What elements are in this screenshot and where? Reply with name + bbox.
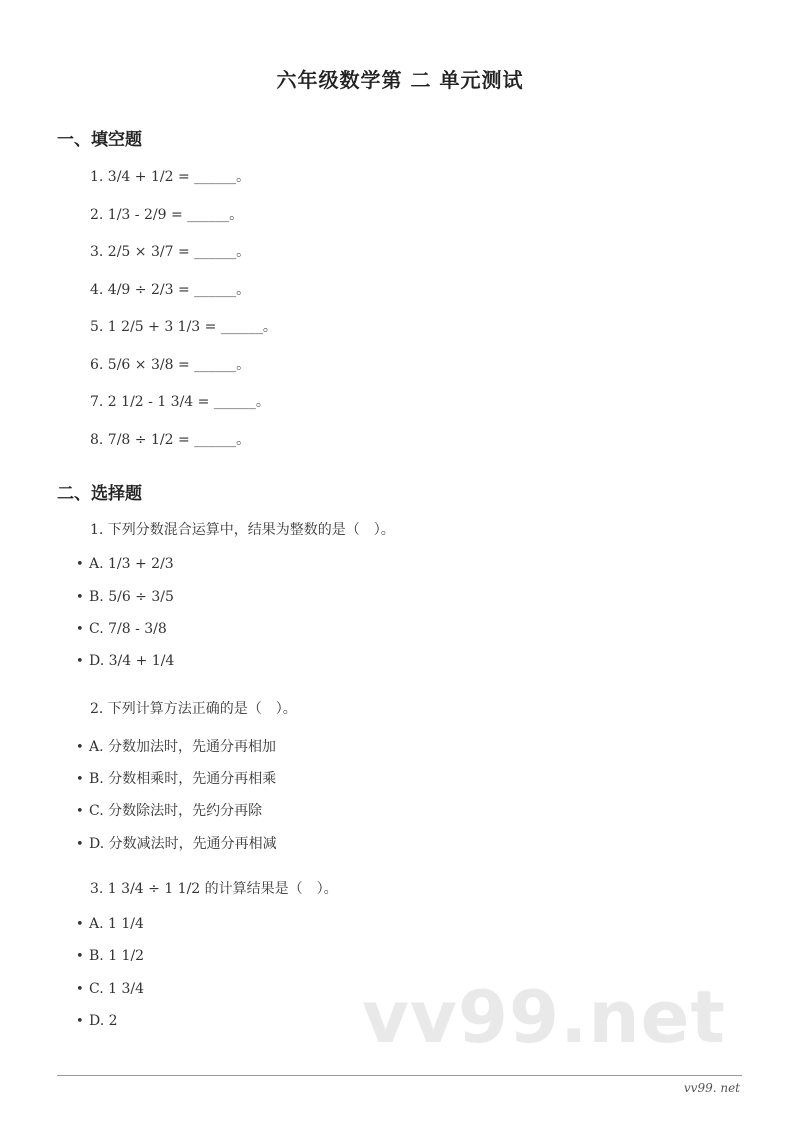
option-label: A. 分数加法时，先通分再相加: [89, 739, 277, 755]
option-label: B. 1 1/2: [89, 948, 145, 964]
option-item: [76, 1013, 118, 1029]
watermark: vv99.net: [362, 975, 726, 1059]
option-label: A. 1/3 + 2/3: [89, 556, 174, 572]
option-item: [76, 556, 174, 572]
fill-in-item: 7. 2 1/2 - 1 3/4 = ______。: [90, 394, 270, 410]
footer-site-label: vv99. net: [683, 1081, 740, 1095]
option-item: [76, 800, 262, 820]
section-heading-fill-in: 一、填空题: [57, 130, 142, 150]
option-item: [76, 736, 276, 756]
option-item: [76, 653, 174, 669]
fill-in-item: 6. 5/6 × 3/8 = ______。: [90, 357, 251, 373]
page-title: 六年级数学第 二 单元测试: [276, 68, 524, 92]
option-label: D. 2: [89, 1013, 118, 1029]
fill-in-item: 2. 1/3 - 2/9 = ______。: [90, 207, 244, 223]
option-item: [76, 981, 144, 997]
fill-in-item: 5. 1 2/5 + 3 1/3 = ______。: [90, 319, 277, 335]
bullet-icon: •: [76, 590, 84, 605]
option-label: D. 3/4 + 1/4: [89, 653, 175, 669]
option-label: B. 分数相乘时，先通分再相乘: [89, 771, 277, 787]
option-label: C. 7/8 - 3/8: [89, 621, 167, 637]
bullet-icon: •: [76, 837, 84, 852]
fill-in-item: 8. 7/8 ÷ 1/2 = ______。: [90, 432, 251, 448]
option-label: C. 分数除法时，先约分再除: [89, 803, 263, 819]
bullet-icon: •: [76, 917, 84, 932]
question-text: 2. 下列计算方法正确的是（ ）。: [90, 701, 297, 717]
question-text: 1. 下列分数混合运算中，结果为整数的是（ ）。: [90, 522, 395, 538]
bullet-icon: •: [76, 622, 84, 637]
bullet-icon: •: [76, 1014, 84, 1029]
option-item: [76, 589, 174, 605]
bullet-icon: •: [76, 804, 84, 819]
bullet-icon: •: [76, 654, 84, 669]
question-text: 3. 1 3/4 ÷ 1 1/2 的计算结果是（ ）。: [90, 881, 338, 897]
footer-divider: [57, 1075, 742, 1076]
fill-in-item: 4. 4/9 ÷ 2/3 = ______。: [90, 282, 251, 298]
option-label: B. 5/6 ÷ 3/5: [89, 589, 174, 605]
option-label: A. 1 1/4: [89, 916, 144, 932]
section-heading-multiple-choice: 二、选择题: [57, 484, 142, 504]
option-label: D. 分数减法时，先通分再相减: [89, 836, 277, 852]
bullet-icon: •: [76, 982, 84, 997]
fill-in-item: 1. 3/4 + 1/2 = ______。: [90, 169, 251, 185]
option-label: C. 1 3/4: [89, 981, 145, 997]
option-item: [76, 948, 144, 964]
option-item: [76, 833, 277, 853]
bullet-icon: •: [76, 772, 84, 787]
option-item: [76, 768, 276, 788]
fill-in-item: 3. 2/5 × 3/7 = ______。: [90, 244, 251, 260]
option-item: [76, 621, 167, 637]
bullet-icon: •: [76, 740, 84, 755]
option-item: [76, 916, 144, 932]
bullet-icon: •: [76, 949, 84, 964]
bullet-icon: •: [76, 557, 84, 572]
